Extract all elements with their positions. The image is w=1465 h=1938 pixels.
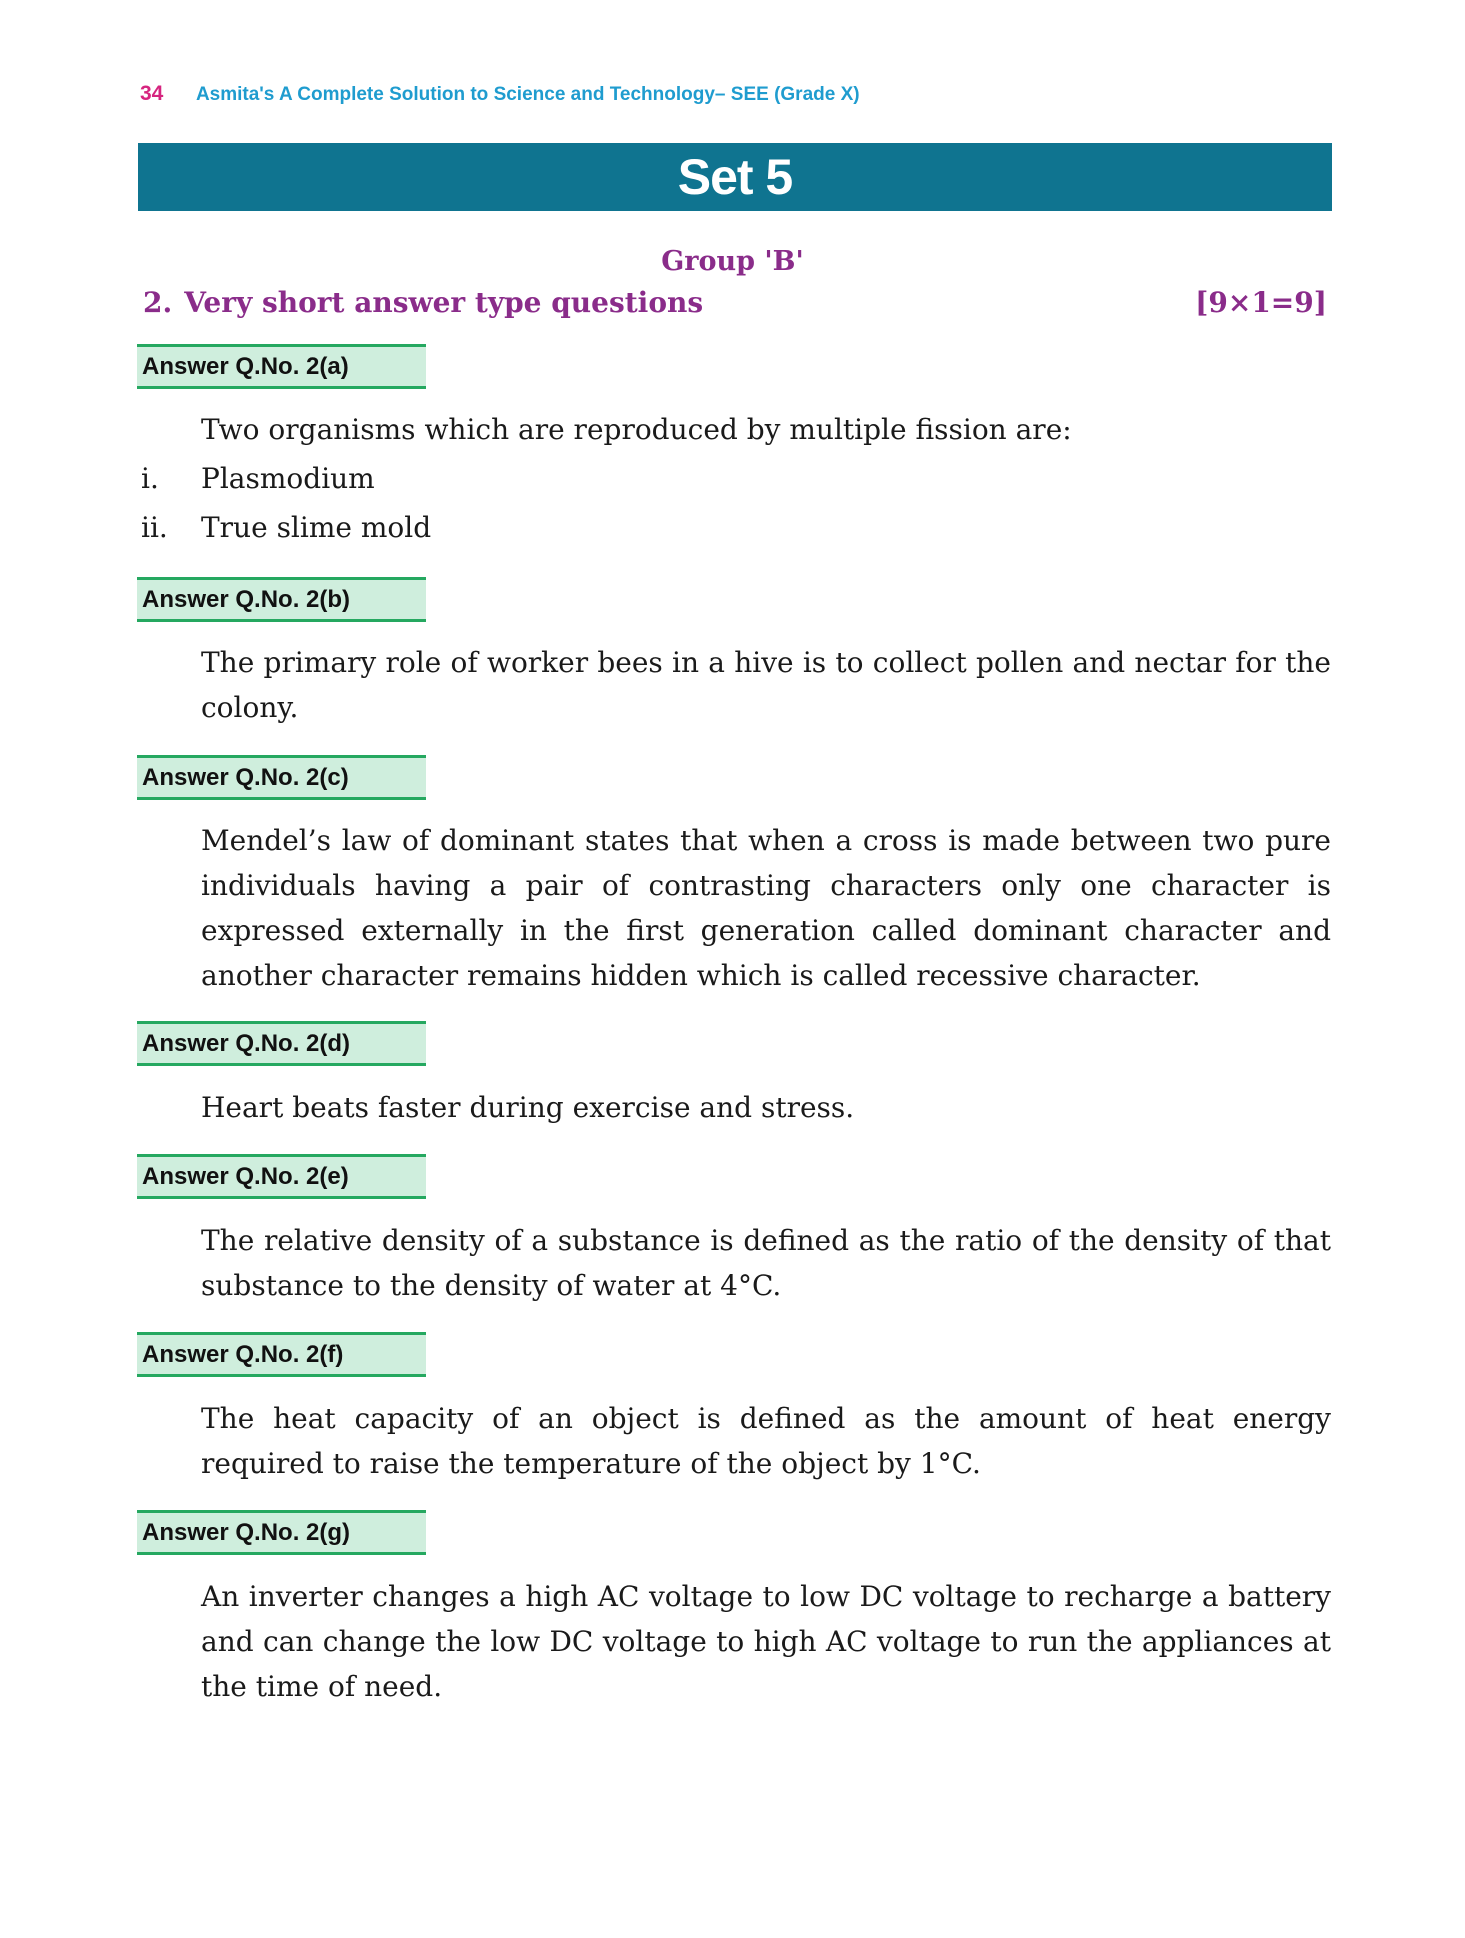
set-banner: Set 5 bbox=[138, 143, 1332, 211]
question-title: Very short answer type questions bbox=[184, 286, 704, 319]
page-number: 34 bbox=[140, 82, 164, 105]
answer-label-2g: Answer Q.No. 2(g) bbox=[137, 1510, 426, 1555]
list-marker: i. bbox=[141, 462, 159, 495]
answer-text-2b: The primary role of worker bees in a hive is to collect pollen and nectar for the colony. bbox=[201, 646, 1331, 724]
list-marker: ii. bbox=[141, 511, 168, 544]
answer-label-2f: Answer Q.No. 2(f) bbox=[137, 1332, 426, 1377]
answer-label-2b: Answer Q.No. 2(b) bbox=[137, 577, 426, 622]
answer-text-2c: Mendel’s law of dominant states that when a cross is made between two pure individuals having a pair of contrasting characters only one character is expressed externally in the first generation called dominant character and another character remains hidden which is called recessive character. bbox=[201, 824, 1331, 992]
list-text: Plasmodium bbox=[201, 462, 375, 495]
answer-text-2f: The heat capacity of an object is defined as the amount of heat energy required to raise the temperature of the object by 1°C. bbox=[201, 1402, 1331, 1480]
answer-label-2a: Answer Q.No. 2(a) bbox=[137, 344, 426, 389]
list-text: True slime mold bbox=[201, 511, 432, 544]
question-heading bbox=[143, 286, 703, 319]
group-title: Group 'B' bbox=[661, 246, 804, 277]
answer-text-2g: An inverter changes a high AC voltage to low DC voltage to recharge a battery and can change the low DC voltage to high AC voltage to run the appliances at the time of need. bbox=[201, 1580, 1331, 1703]
answer-label-2d: Answer Q.No. 2(d) bbox=[137, 1021, 426, 1066]
answer-label-2c: Answer Q.No. 2(c) bbox=[137, 755, 426, 800]
answer-text-2d: Heart beats faster during exercise and stress. bbox=[201, 1091, 855, 1124]
list-item bbox=[141, 505, 431, 550]
running-header bbox=[140, 82, 860, 106]
list-item bbox=[141, 456, 375, 501]
book-title: Asmita's A Complete Solution to Science and Technology– SEE (Grade X) bbox=[195, 84, 860, 105]
answer-label-2e: Answer Q.No. 2(e) bbox=[137, 1154, 426, 1199]
question-number: 2. bbox=[143, 286, 173, 319]
answer-text-2a: Two organisms which are reproduced by multiple fission are: bbox=[201, 413, 1072, 446]
question-marks: [9×1=9] bbox=[1195, 286, 1327, 319]
answer-text-2e: The relative density of a substance is defined as the ratio of the density of that substance to the density of water at 4°C. bbox=[201, 1224, 1331, 1302]
